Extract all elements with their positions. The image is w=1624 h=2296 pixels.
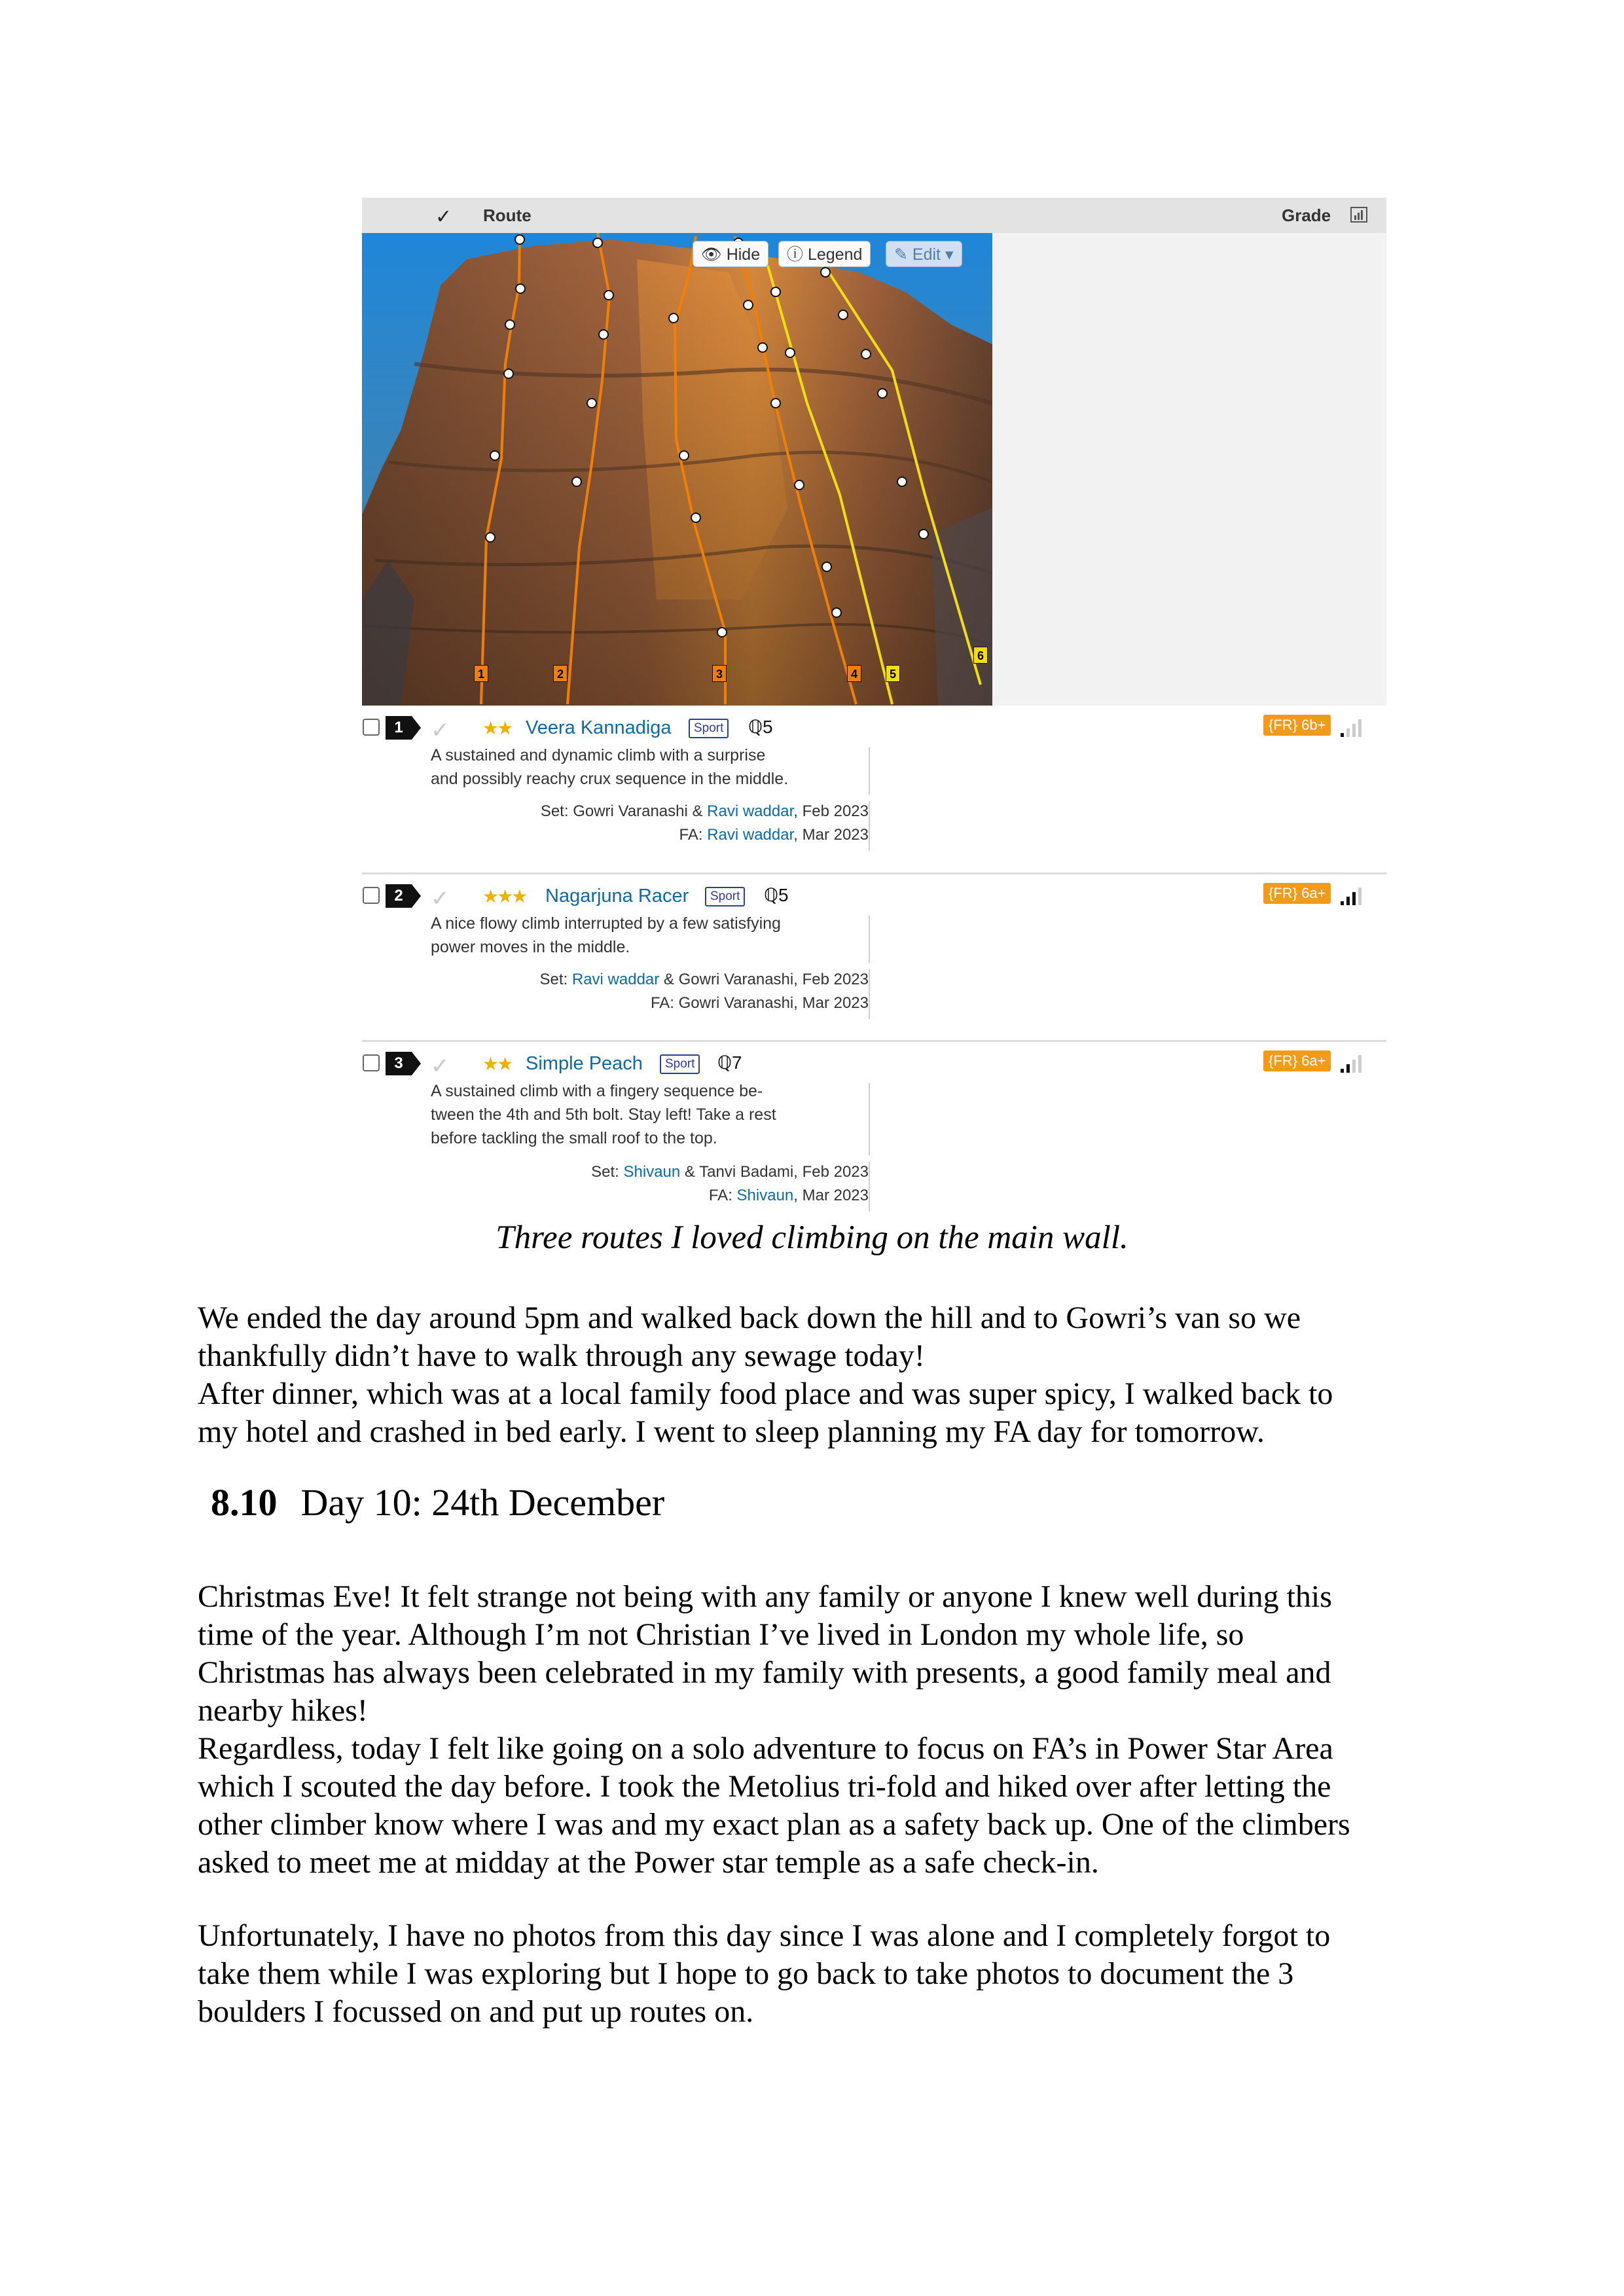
- fa-date: , Mar 2023: [793, 1187, 869, 1204]
- description-divider: [869, 1083, 870, 1155]
- route-number-badge: [386, 1052, 421, 1075]
- bolt-count: [748, 716, 773, 738]
- row-separator: [362, 872, 1386, 874]
- route-name-link[interactable]: Nagarjuna Racer: [545, 886, 689, 906]
- section-title: Day 10: 24th December: [300, 1481, 665, 1524]
- set-info: Set: Shivaun & Tanvi Badami, Feb 2023: [591, 1163, 869, 1181]
- fa-climber-link[interactable]: Ravi waddar: [707, 826, 794, 844]
- grade-badge: {FR} 6a+: [1263, 1050, 1331, 1071]
- fa-label: FA:: [708, 1187, 732, 1204]
- difficulty-bar: [1358, 888, 1362, 905]
- difficulty-bar: [1346, 728, 1350, 737]
- description-line: A nice flowy climb interrupted by a few satisfying: [431, 914, 781, 933]
- text-line: nearby hikes!: [198, 1693, 368, 1728]
- route-checkbox[interactable]: [363, 887, 380, 904]
- difficulty-bar: [1352, 724, 1356, 737]
- set-info: Set: Gowri Varanashi & Ravi waddar, Feb 2023: [540, 802, 869, 820]
- table-header: [362, 198, 1386, 233]
- legend-label: Legend: [807, 245, 863, 264]
- fa-info: [679, 823, 869, 847]
- route-description: [431, 1079, 850, 1150]
- text-line: thankfully didn’t have to walk through any sewage today!: [198, 1338, 925, 1373]
- hide-label: Hide: [726, 245, 761, 264]
- setter-link[interactable]: Ravi waddar: [707, 802, 794, 820]
- route-type-badge: Sport: [660, 1054, 700, 1074]
- route-number: 1: [394, 719, 403, 736]
- topo-number-5[interactable]: 5: [886, 665, 900, 682]
- row-separator: [362, 1040, 1386, 1042]
- paragraph-christmas-eve: [198, 1578, 1441, 1882]
- set-label: Set:: [540, 802, 569, 820]
- setter-name: Gowri Varanashi: [678, 971, 794, 988]
- set-info: Set: Ravi waddar & Gowri Varanashi, Feb 2023: [539, 971, 869, 988]
- difficulty-bar: [1341, 901, 1344, 905]
- text-line: Christmas Eve! It felt strange not being with any family or anyone I knew well during this: [198, 1579, 1332, 1614]
- description-line: A sustained climb with a fingery sequence be-: [431, 1082, 763, 1100]
- difficulty-bar: [1358, 719, 1362, 737]
- fa-climber-link[interactable]: Shivaun: [736, 1187, 794, 1204]
- figure-caption: Three routes I loved climbing on the main wall.: [496, 1219, 1128, 1256]
- route-table-screenshot: [362, 198, 1386, 1219]
- grade-badge: {FR} 6b+: [1263, 715, 1331, 736]
- fa-date: , Mar 2023: [793, 994, 869, 1012]
- pencil-icon: ✎: [894, 245, 908, 264]
- section-heading: [211, 1479, 664, 1526]
- set-date: , Feb 2023: [793, 802, 869, 820]
- meta-divider: [869, 969, 870, 1019]
- text-line: Unfortunately, I have no photos from this day since I was alone and I completely forgot to: [198, 1918, 1331, 1953]
- text-line: We ended the day around 5pm and walked back down the hill and to Gowri’s van so we: [198, 1300, 1301, 1335]
- topo-number-3[interactable]: 3: [712, 665, 727, 682]
- description-line: tween the 4th and 5th bolt. Stay left! Take a rest: [431, 1105, 776, 1124]
- paragraph-day-end: [198, 1299, 1441, 1451]
- difficulty-bar: [1341, 1069, 1344, 1073]
- route-number-badge: [386, 716, 421, 740]
- set-label: Set:: [539, 971, 568, 988]
- route-row: [362, 1043, 1386, 1219]
- topo-number-1[interactable]: 1: [474, 665, 488, 682]
- meta-divider: [869, 1162, 870, 1211]
- quickdraw-icon: ℚ: [764, 885, 779, 905]
- fa-info: [651, 992, 869, 1015]
- route-number: 2: [394, 887, 403, 905]
- fa-label: FA:: [679, 826, 703, 844]
- description-line: A sustained and dynamic climb with a surprise: [431, 746, 766, 764]
- topo-number-4[interactable]: 4: [847, 665, 861, 682]
- setter-link[interactable]: Shivaun: [623, 1163, 681, 1181]
- set-date: , Feb 2023: [793, 1163, 869, 1181]
- bolt-count-value: 7: [732, 1052, 742, 1073]
- tick-icon[interactable]: ✓: [431, 1054, 450, 1079]
- route-description: [431, 912, 850, 959]
- text-line: which I scouted the day before. I took the Metolius tri-fold and hiked over after letting the: [198, 1769, 1331, 1804]
- chevron-down-icon[interactable]: ▾: [945, 245, 954, 264]
- quickdraw-icon: ℚ: [748, 717, 763, 737]
- edit-button[interactable]: [886, 241, 962, 267]
- setter-name: Gowri Varanashi: [573, 802, 688, 820]
- section-number: 8.10: [211, 1481, 278, 1524]
- star-rating: ★★: [482, 718, 512, 738]
- set-date: , Feb 2023: [793, 971, 869, 988]
- description-line: before tackling the small roof to the top.: [431, 1129, 717, 1147]
- topo-number-6[interactable]: 6: [973, 647, 988, 664]
- route-checkbox[interactable]: [363, 1054, 380, 1071]
- bolt-count: [764, 884, 789, 906]
- rock-wall-image: [362, 233, 992, 706]
- fa-climber-name: Gowri Varanashi: [678, 994, 794, 1012]
- grade-header[interactable]: Grade: [1282, 206, 1331, 225]
- tick-icon[interactable]: ✓: [431, 886, 450, 911]
- description-divider: [869, 747, 870, 795]
- route-type-badge: Sport: [689, 719, 729, 738]
- route-number: 3: [394, 1054, 403, 1072]
- check-header: ✓: [435, 206, 452, 228]
- fa-date: , Mar 2023: [793, 826, 869, 844]
- difficulty-bars: [1339, 1053, 1365, 1074]
- tick-icon[interactable]: ✓: [431, 718, 450, 743]
- grade-badge: {FR} 6a+: [1263, 883, 1331, 904]
- route-row: [362, 707, 1386, 870]
- edit-label: Edit: [912, 245, 941, 264]
- star-rating: ★★: [482, 1054, 512, 1074]
- route-type-badge: Sport: [705, 887, 745, 906]
- difficulty-bar: [1341, 733, 1344, 737]
- bolt-count-value: 5: [763, 717, 773, 737]
- text-line: asked to meet me at midday at the Power star temple as a safe check-in.: [198, 1845, 1099, 1880]
- description-line: and possibly reachy crux sequence in the middle.: [431, 770, 789, 788]
- difficulty-bar: [1346, 897, 1350, 905]
- hide-button[interactable]: [693, 241, 768, 267]
- description-divider: [869, 916, 870, 963]
- bolt-count: [717, 1052, 742, 1073]
- topo-photo: [362, 233, 992, 706]
- text-line: take them while I was exploring but I hope to go back to take photos to document the 3: [198, 1956, 1294, 1991]
- fa-label: FA:: [650, 994, 674, 1012]
- setter-link[interactable]: Ravi waddar: [571, 971, 660, 988]
- text-line: Christmas has always been celebrated in my family with presents, a good family meal and: [198, 1655, 1331, 1690]
- route-name-link[interactable]: Simple Peach: [526, 1053, 643, 1074]
- difficulty-bars: [1339, 886, 1365, 906]
- info-icon: ⓘ: [787, 245, 804, 264]
- difficulty-bars: [1339, 717, 1365, 738]
- text-line: Regardless, today I felt like going on a solo adventure to focus on FA’s in Power Star Area: [198, 1731, 1333, 1766]
- route-header[interactable]: Route: [483, 206, 532, 225]
- difficulty-bar: [1358, 1055, 1362, 1073]
- setter-name: Tanvi Badami: [699, 1163, 794, 1181]
- route-number-badge: [386, 884, 421, 908]
- paragraph-no-photos: [198, 1917, 1441, 2031]
- grade-chart-icon[interactable]: [1350, 207, 1367, 223]
- route-row: [362, 875, 1386, 1039]
- text-line: After dinner, which was at a local family food place and was super spicy, I walked back to: [198, 1376, 1333, 1411]
- text-line: time of the year. Although I’m not Christian I’ve lived in London my whole life, so: [198, 1617, 1244, 1652]
- text-line: boulders I focussed on and put up routes on.: [198, 1994, 754, 2029]
- text-line: my hotel and crashed in bed early. I went to sleep planning my FA day for tomorrow.: [198, 1414, 1265, 1449]
- meta-divider: [869, 801, 870, 851]
- eye-icon: 👁: [701, 245, 722, 264]
- bolt-count-value: 5: [778, 885, 789, 905]
- difficulty-bar: [1352, 892, 1356, 905]
- route-checkbox[interactable]: [363, 719, 380, 736]
- text-line: other climber know where I was and my exact plan as a safety back up. One of the climbers: [198, 1807, 1350, 1842]
- difficulty-bar: [1346, 1064, 1350, 1073]
- topo-number-2[interactable]: 2: [553, 665, 568, 682]
- fa-info: [709, 1184, 869, 1208]
- route-description: [431, 744, 850, 791]
- set-label: Set:: [591, 1163, 619, 1181]
- quickdraw-icon: ℚ: [717, 1052, 732, 1073]
- difficulty-bar: [1352, 1060, 1356, 1073]
- legend-button[interactable]: [778, 241, 871, 267]
- description-line: power moves in the middle.: [431, 938, 630, 956]
- route-name-link[interactable]: Veera Kannadiga: [526, 717, 672, 738]
- star-rating: ★★★: [482, 886, 526, 906]
- photo-side-panel: [992, 233, 1386, 706]
